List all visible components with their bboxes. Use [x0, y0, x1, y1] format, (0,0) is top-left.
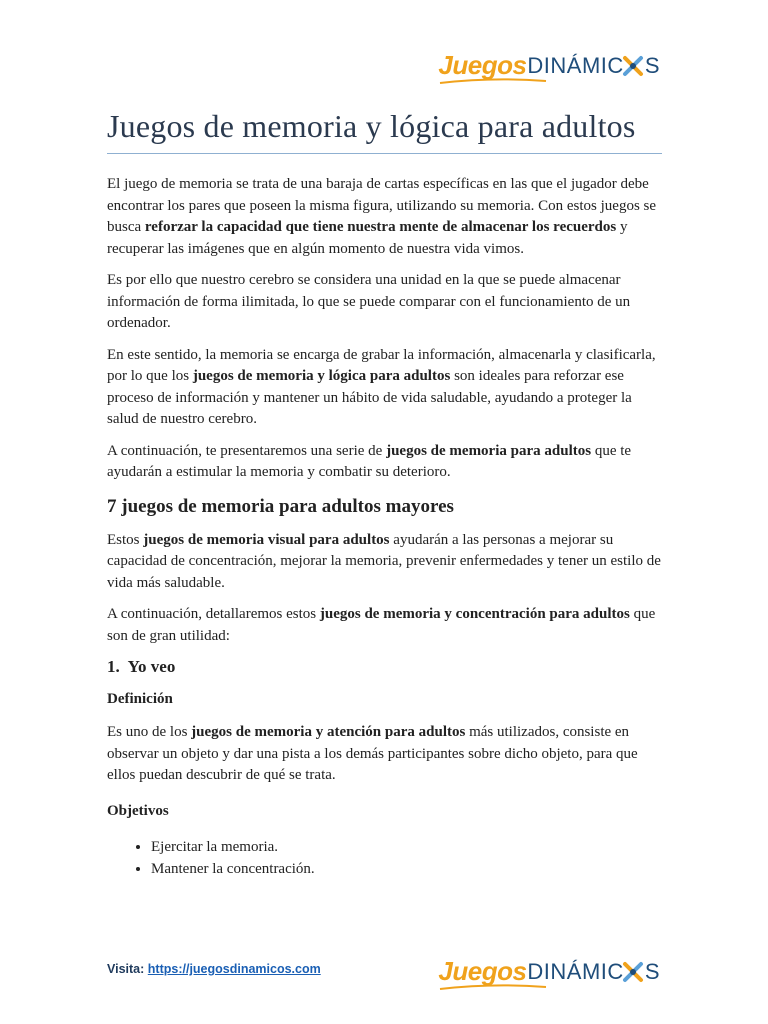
paragraph-memory-role: En este sentido, la memoria se encarga de grabar la información, almacenarla y clasificarla, por lo que los juegos de memoria y lógica para adultos son ideales para reforzar ese proceso de información y mantener un hábito de vida saludable, ayudando a proteger la salud de nuestro cerebro. — [107, 346, 656, 427]
logo-swoosh — [438, 983, 548, 991]
paragraph-intro: El juego de memoria se trata de una baraja de cartas específicas en las que el jugador debe encontrar los pares que poseen la misma figura, utilizando su memoria. Con estos juegos se busca reforzar la capacidad que tiene nuestra mente de almacenar los recuerdos y recuperar las imágenes que en algún momento de nuestra vida vimos. — [107, 176, 657, 257]
paragraph-detail: A continuación, detallaremos estos juegos de memoria y concentración para adultos que son de gran utilidad: — [107, 606, 656, 644]
objetivos-list — [107, 836, 662, 880]
logo-juegos: Juegos — [438, 956, 527, 986]
section-heading-7-games: 7 juegos de memoria para adultos mayores — [107, 495, 454, 517]
logo-dinamic: DINÁMIC — [527, 958, 624, 984]
list-item: • Ejercitar la memoria. — [151, 836, 662, 858]
page-title: Juegos de memoria y lógica para adultos — [107, 108, 662, 154]
logo-juegos: Juegos — [438, 50, 527, 80]
objetivos-label: Objetivos — [107, 802, 169, 819]
footer-label: Visita: — [107, 962, 145, 976]
list-item: • Mantener la concentración. — [151, 858, 662, 880]
subsection-yo-veo: 1. Yo veo — [107, 657, 176, 676]
logo-s: S — [644, 958, 660, 984]
logo-x-icon — [622, 55, 644, 77]
paragraph-definition: Es uno de los juegos de memoria y atención para adultos más utilizados, consiste en observar un objeto y dar una pista a los demás participantes sobre dicho objeto, para que ellos puedan descubrir de qué se trata. — [107, 724, 638, 783]
definicion-label: Definición — [107, 691, 173, 707]
brand-logo-footer — [438, 956, 660, 987]
logo-s: S — [644, 52, 660, 78]
brand-logo — [438, 50, 660, 81]
paragraph-brain: Es por ello que nuestro cerebro se considera una unidad en la que se puede almacenar información de forma ilimitada, lo que se puede comparar con el funcionamiento de un ordenador. — [107, 272, 631, 331]
paragraph-visual-games: Estos juegos de memoria visual para adultos ayudarán a las personas a mejorar su capacidad de concentración, mejorar la memoria, prevenir enfermedades y tener un estilo de vida más saludable. — [107, 531, 661, 591]
logo-x-icon — [622, 961, 644, 983]
footer-link[interactable]: https://juegosdinamicos.com — [147, 962, 321, 976]
logo-swoosh — [438, 77, 548, 85]
document-body — [107, 108, 662, 880]
logo-dinamic: DINÁMIC — [527, 52, 624, 78]
footer — [107, 962, 321, 976]
paragraph-series: A continuación, te presentaremos una serie de juegos de memoria para adultos que te ayudarán a estimular la memoria y combatir su deterioro. — [107, 442, 632, 480]
